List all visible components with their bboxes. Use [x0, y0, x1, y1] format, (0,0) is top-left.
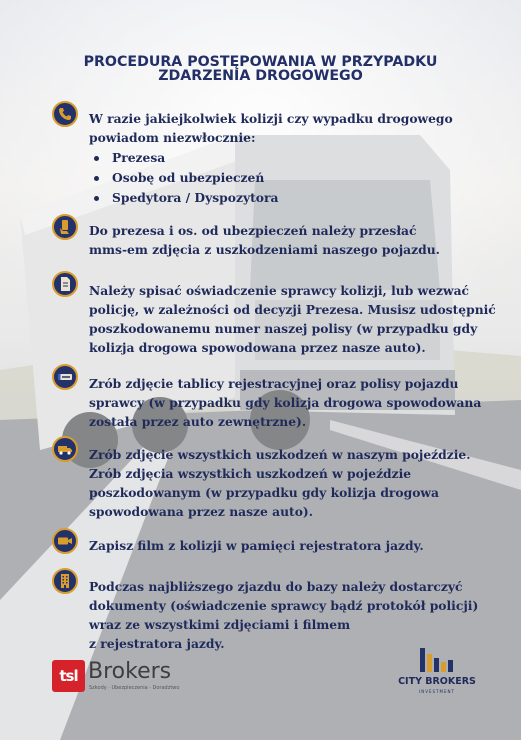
tsl-logo-word: Brokers [88, 659, 172, 684]
city-brokers-logo [394, 644, 480, 704]
hand-phone-icon [52, 214, 78, 240]
bullet-item-dispatcher: Spedytora / Dyspozytora [112, 190, 279, 205]
video-camera-icon [52, 528, 78, 554]
tsl-logo-mark: tsl [52, 660, 85, 692]
step4-line1: Zrób zdjęcie tablicy rejestracyjnej oraz polisy pojazdu [89, 376, 459, 391]
document-icon [52, 271, 78, 297]
step7-line3: wraz ze wszystkimi zdjęciami i filmem [89, 617, 351, 632]
tsl-logo-tagline: Szkody · Ubezpieczenia · Doradztwo [89, 685, 180, 691]
tsl-brokers-logo [52, 659, 180, 692]
step5-line1: Zrób zdjęcie wszystkich uszkodzeń w naszym pojeździe. [89, 447, 471, 462]
city-brokers-bars-icon [418, 646, 458, 672]
bullet-dot [94, 176, 99, 181]
bullet-item-prezes: Prezesa [112, 150, 166, 165]
step7-line1: Podczas najbliższego zjazdu do bazy należy dostarczyć [89, 579, 463, 594]
step4-line2: sprawcy (w przypadku gdy kolizja drogowa spowodowana [89, 395, 482, 410]
step1-line1: W razie jakiejkolwiek kolizji czy wypadku drogowego [89, 111, 453, 126]
step3-line2: policję, w zależności od decyzji Prezesa. Musisz udostępnić [89, 302, 496, 317]
truck-icon [52, 436, 78, 462]
step7-line4: z rejestratora jazdy. [89, 636, 225, 651]
step6-line1: Zapisz film z kolizji w pamięci rejestratora jazdy. [89, 538, 424, 553]
step5-line3: poszkodowanym (w przypadku gdy kolizja drogowa [89, 485, 439, 500]
bullet-item-insurance: Osobę od ubezpieczeń [112, 170, 265, 185]
step3-line1: Należy spisać oświadczenie sprawcy kolizji, lub wezwać [89, 283, 470, 298]
bullet-dot [94, 196, 99, 201]
city-brokers-sub: INVESTMENT [419, 689, 455, 694]
step2-line2: mms-em zdjęcia z uszkodzeniami naszego pojazdu. [89, 242, 440, 257]
step1-line2: powiadom niezwłocznie: [89, 130, 256, 145]
page-title-line2: ZDARZENIA DROGOWEGO [158, 68, 363, 84]
phone-icon [52, 101, 78, 127]
step5-line4: spowodowana przez nasze auto). [89, 504, 314, 519]
step3-line4: kolizja drogowa spowodowana przez nasze auto). [89, 340, 426, 355]
step4-line3: została przez auto zewnętrzne). [89, 414, 307, 429]
building-icon [52, 568, 78, 594]
step5-line2: Zrób zdjęcia wszystkich uszkodzeń w pojeździe [89, 466, 412, 481]
city-brokers-name: CITY BROKERS [398, 676, 476, 687]
step2-line1: Do prezesa i os. od ubezpieczeń należy przesłać [89, 223, 417, 238]
step3-line3: poszkodowanemu numer naszej polisy (w przypadku gdy [89, 321, 478, 336]
page-title-line1: PROCEDURA POSTĘPOWANIA W PRZYPADKU [83, 54, 438, 70]
bullet-dot [94, 156, 99, 161]
license-plate-icon [52, 364, 78, 390]
step7-line2: dokumenty (oświadczenie sprawcy bądź protokół policji) [89, 598, 479, 613]
